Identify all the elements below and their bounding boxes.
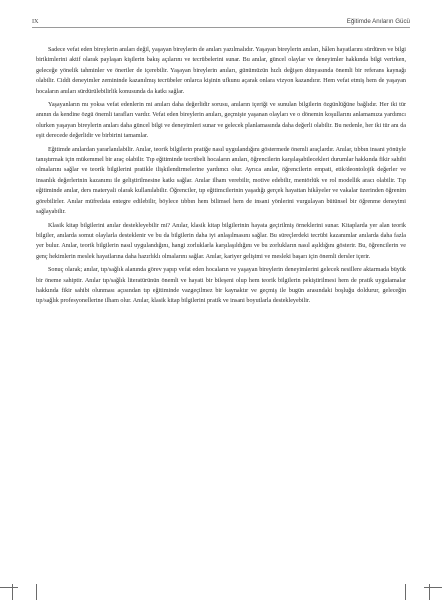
- running-header: [32, 18, 410, 25]
- paragraph-1: Sadece vefat eden bireylerin anıları değil, yaşayan bireylerin de anıları yazılmalıdır. Yaşayan bireylerin anıları, hâlen hayatlarını sürdüren ve bilgi birikimlerini aktif olarak paylaşan kişilerin bakış açılarını ve tecrübelerini sunar. Bu anılar, güncel olaylar ve deneyimler hakkında bilgi verirken, geleceğe yönelik tahminler ve öneriler de içerebilir. Yaşayan bireylerin anıları, günümüzün hızlı değişen dünyasında önemli bir referans kaynağı olabilir. Ciddi deneyimler zemininde kazanılmış tecrübeler onlarca kişinin ufkunu açarak onlara vizyon kazandırır. Hem vefat etmiş hem de yaşayan hocaların anıları sürdürülebilirlik konusunda da katkı sağlar.: [36, 47, 406, 95]
- crop-mark-left-horizontal: [0, 587, 18, 588]
- page-number: IX: [32, 18, 39, 25]
- paragraph-4: Klasik kitap bilgilerini anılar destekleyebilir mi? Anılar, klasik kitap bilgilerinin hayata geçirilmiş örneklerini sunar. Kitaplarda yer alan teorik bilgiler, anılarda somut olaylarla desteklenir ve bu da bilgilerin daha iyi anlaşılmasını sağlar. Bu süreçlerdeki tecrübi kazanımlar anılarda daha fazla yer bulur. Anılar, teorik bilgilerin nasıl uygulandığını, hangi zorluklarla karşılaşıldığını ve bu zorlukların nasıl aşıldığını gösterir. Bu, öğrencilerin ve genç hekimlerin meslek hayatlarına daha hazırlıklı olmalarını sağlar. Anılar, kariyer gelişimi ve mesleki başarı için önemli dersler içerir.: [36, 222, 406, 260]
- crop-mark-right-horizontal: [424, 587, 442, 588]
- crop-mark-left-inner: [36, 584, 37, 600]
- paragraph-2: Yaşayanların mı yoksa vefat edenlerin mi anıları daha değerlidir sorusu, anıların içeriği ve sunulan bilgilerin özgünlüğüne bağlıdır. Her iki tür anının da kendine özgü önemli tarafları vardır. Vefat eden bireylerin anıları, geçmişte yaşanan olayları ve o dönemin koşullarını anlamamıza yardımcı olurken yaşayan bireylerin anıları daha güncel bilgi ve deneyimleri sunar ve gelecek planlamasında daha değerli olabilir. Bu nedenle, her iki tür anı da eşit derecede değerlidir ve birbirini tamamlar.: [36, 102, 406, 140]
- book-title: Eğitimde Anıların Gücü: [346, 18, 410, 25]
- paragraph-5: Sonuç olarak; anılar, tıp/sağlık alanında görev yapıp vefat eden hocaların ve yaşayan bireylerin deneyimlerini gelecek nesillere aktarmada büyük bir öneme sahiptir. Anılar tıp/sağlık literatürünün önemli ve hayati bir bileşeni olup hem teorik bilgilerin pekiştirilmesi hem de pratik uygulamalar hakkında fikir sahibi olunması açısından tıp eğitiminde vazgeçilmez bir kaynaktır ve geçmiş ile bugün arasındaki boşluğu doldurur, geleceğin tıp/sağlık profesyonellerine ilham olur. Anılar, klasik kitap bilgilerini pratik ve insani boyutlarla destekleyebilir.: [36, 267, 406, 305]
- header-rule: [32, 27, 410, 28]
- body-text: [36, 45, 406, 307]
- crop-mark-right-inner: [405, 584, 406, 600]
- paragraph-3: Eğitimde anılardan yararlanılabilir. Anılar, teorik bilgilerin pratiğe nasıl uygulandığını göstermede önemli araçlardır. Anılar, tıbbın insani yönüyle tanıştırmak için mükemmel bir araç olabilir. Tıp eğitiminde tecrübeli hocaların anıları, öğrencilerin karşılaşabilecekleri durumlar hakkında fikir sahibi olmalarını sağlar ve teorik bilgilerini pratikle ilişkilendirmelerine yardımcı olur. Ayrıca anılar, öğrencilerin empati, etik/deontolojik değerler ve insanlık değerlerinin kazanımı ile geliştirilmesine katkı sağlar. Anılar ilham verebilir, motive edebilir, mentörlük ve rol modellik aracı olabilir. Tıp eğitiminde anılar, ders materyali olarak kullanılabilir. Öğrenciler, tıp eğitimcilerinin yaşadığı gerçek hayattan hikâyeler ve vakalar üzerinden öğrenim görebilirler. Anılar müfredata entegre edilebilir, böylece tıbbın hem bilimsel hem de insani yönlerini vurgulayan bütünsel bir öğrenme deneyimi sağlayabilir.: [36, 146, 406, 216]
